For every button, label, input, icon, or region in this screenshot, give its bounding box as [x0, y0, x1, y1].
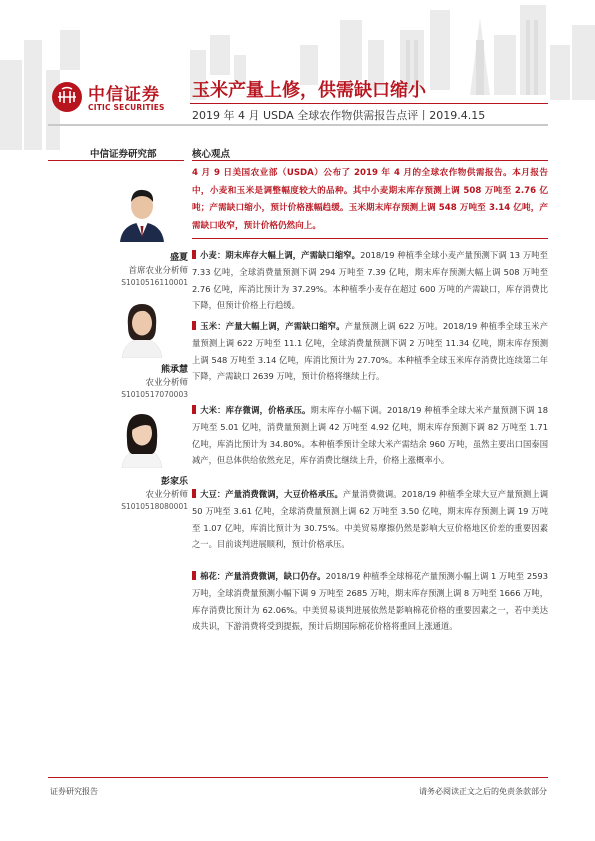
paragraph-body: 期末库存小幅下调。2018/19 种植季全球大米产量预测下调 18 万吨至 5.01 亿吨，消费量预测上调 42 万吨至 4.92 亿吨，期末库存预测下调 82 万吨至 1.71 亿吨，库消比预计为 34.80%。本种植季预计全球大米产需结余 960 万吨，虽然主要出口国泰国减产，但总体供给依然充足，库存消费比继续上升，价格上涨概率小。: [192, 405, 548, 466]
analyst-name: 熊承慧: [160, 365, 188, 375]
paragraph-body: 产量消费微调。2018/19 种植季全球大豆产量预测上调 50 万吨至 3.61 亿吨，全球消费量预测上调 62 万吨至 3.50 亿吨，期末库存预测上调 19 万吨至 1.07 亿吨，库消比预计为 30.75%。中美贸易摩擦仍然是影响大豆价格地区价差的重要因素之一。目前谈判进展顺利，预计价格承压。: [192, 489, 548, 550]
bullet-marker: [192, 405, 196, 414]
title-divider: [190, 103, 548, 104]
analyst-cert-number: S1010516110001: [121, 278, 188, 287]
footer-report-type: 证券研究报告: [50, 787, 98, 796]
citic-securities-logo: [52, 76, 184, 120]
analyst-photo: [116, 296, 168, 358]
paragraph-heading: 大豆：产量消费微调，大豆价格承压。: [200, 489, 343, 499]
commodity-paragraph-corn: [192, 318, 548, 385]
paragraph-heading: 大米：库存微调，价格承压。: [200, 405, 311, 415]
left-section-rule: [48, 160, 184, 161]
analyst-card: [78, 180, 188, 290]
bullet-marker: [192, 571, 196, 580]
footer-divider: [48, 777, 548, 778]
analyst-name: 盛夏: [169, 253, 188, 263]
logo-chinese-name: 中信证券: [88, 85, 160, 105]
commodity-paragraph-wheat: [192, 247, 548, 314]
analyst-card: [78, 406, 188, 516]
paragraph-body: 2018/19 种植季全球棉花产量预测小幅上调 1 万吨至 2593 万吨，全球消费量预测小幅下调 9 万吨至 2685 万吨，期末库存预测上调 8 万吨至 1666 万吨，库存消费比预计为 62.06%。中美贸易谈判进展依然是影响棉花价格的重要因素之一，若中美达成共识，下游消费将受到提振，预计后期国际棉花价格将重回上涨通道。: [192, 571, 548, 632]
report-title: 玉米产量上修，供需缺口缩小: [192, 80, 426, 101]
analyst-photo: [116, 406, 168, 468]
analyst-cert-number: S1010518080001: [121, 502, 188, 511]
commodity-paragraph-soybean: [192, 486, 548, 553]
analyst-role: 首席农业分析师: [128, 266, 188, 276]
analyst-name: 彭家乐: [160, 477, 188, 487]
analyst-photo: [116, 180, 168, 242]
core-view-summary: 4 月 9 日美国农业部（USDA）公布了 2019 年 4 月的全球农作物供需报告。本月报告中，小麦和玉米是调整幅度较大的品种。其中小麦期末库存预测上调 508 万吨至 2.76 亿吨；产需缺口缩小，预计价格涨幅趋缓。玉米期末库存预测上调 548 万吨至 3.14 亿吨，产需缺口收窄，预计价格仍然向上。: [192, 168, 548, 231]
analyst-cert-number: S1010517070003: [121, 390, 188, 399]
citic-logo-icon: [52, 82, 82, 112]
city-skyline-background: [0, 0, 595, 150]
bullet-marker: [192, 489, 196, 498]
commodity-paragraph-cotton: [192, 568, 548, 635]
paragraph-heading: 玉米：产量大幅上调，产需缺口缩窄。: [200, 321, 345, 331]
paragraph-heading: 小麦：期末库存大幅上调，产需缺口缩窄。: [200, 250, 361, 260]
bullet-marker: [192, 250, 196, 259]
analyst-card: [78, 296, 188, 406]
header-divider: [48, 124, 548, 126]
analyst-role: 农业分析师: [145, 490, 188, 500]
analyst-role: 农业分析师: [145, 378, 188, 388]
paragraph-heading: 棉花：产量消费微调，缺口仍存。: [200, 571, 326, 581]
paragraph-body: 2018/19 种植季全球小麦产量预测下调 13 万吨至 7.33 亿吨，全球消费量预测下调 294 万吨至 7.39 亿吨，期末库存预测大幅上调 508 万吨至 2.76 亿吨，库消比预计为 37.29%。本种植季小麦存在超过 600 万吨的产需缺口，库存消费比下降，但预计价格上行趋缓。: [192, 250, 548, 311]
summary-divider: [192, 238, 548, 239]
footer-disclaimer-note: 请务必阅读正文之后的免责条款部分: [419, 787, 547, 796]
report-subtitle: 2019 年 4 月 USDA 全球农作物供需报告点评丨2019.4.15: [192, 109, 486, 122]
paragraph-body: 产量预测上调 622 万吨。2018/19 种植季全球玉米产量预测上调 622 万吨至 11.1 亿吨，全球消费量预测下调 2 万吨至 11.34 亿吨，期末库存预测上调 548 万吨至 3.14 亿吨，库消比预计为 27.70%。本种植季全球玉米库存消费比连续第二年下降，产需缺口 2639 万吨，预计价格将继续上行。: [192, 321, 548, 382]
research-dept-heading: 中信证券研究部: [90, 149, 157, 160]
right-section-rule: [192, 160, 548, 161]
commodity-paragraph-rice: [192, 402, 548, 469]
bullet-marker: [192, 321, 196, 330]
logo-english-name: CITIC SECURITIES: [88, 103, 165, 112]
core-views-heading: 核心观点: [192, 149, 231, 160]
